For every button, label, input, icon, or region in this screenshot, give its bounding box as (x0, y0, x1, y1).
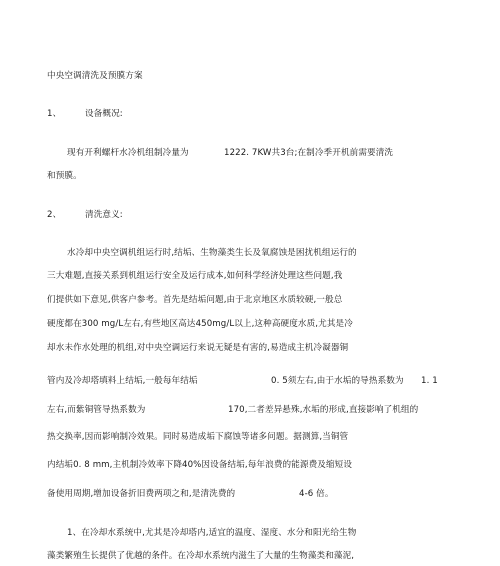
section-1-line-1b: 1222. 7KW共3台;在制冷季开机前需要清洗 (224, 148, 394, 158)
section-2-line-7a: 左右,而紫铜管导热系数为 (47, 405, 146, 415)
section-2-line-10a: 备使用周期,增加设备折旧费两项之和,是清洗费的 (47, 489, 236, 499)
paragraph-3-line-1: 1、在冷却水系统中,尤其是冷却塔内,适宜的温度、湿度、水分和阳光给生物 (67, 528, 357, 538)
section-2-heading: 清洗意义: (85, 210, 123, 220)
section-2-line-6a: 管内及冷却塔填料上结垢,一般每年结垢 (47, 376, 198, 386)
section-2-line-6c: 1. 1 (421, 376, 438, 386)
section-2-line-4: 硬度都在300 mg/L左右,有些地区高达450mg/L以上,这种高硬度水质,尤其是冷 (47, 319, 353, 329)
section-2-line-5: 却水未作水处理的机组,对中央空调运行来说无疑是有害的,易造成主机冷凝器铜 (47, 343, 349, 353)
paragraph-3-line-2: 藻类繁殖生长提供了优越的条件。在冷却水系统内滋生了大量的生物藻类和藻泥, (47, 551, 355, 561)
section-1-line-2: 和预膜。 (47, 171, 82, 181)
section-1-heading: 设备概况: (85, 109, 123, 119)
section-2-line-1: 水冷却中央空调机组运行时,结垢、生物藻类生长及氧腐蚀是困扰机组运行的 (67, 248, 357, 258)
section-2-line-7b: 170,二者差异悬殊,水垢的形成,直接影响了机组的 (228, 405, 419, 415)
section-1-number: 1、 (47, 109, 62, 119)
section-2-line-3: 们提供如下意见,供客户参考。首先是结垢问题,由于北京地区水质较硬,一般总 (47, 295, 343, 305)
document-title: 中央空调清洗及预膜方案 (47, 71, 143, 81)
section-2-line-8: 热交换率,因而影响制冷效果。同时易造成垢下腐蚀等诸多问题。据测算,当铜管 (47, 432, 349, 442)
section-2-line-6b: 0. 5须左右,由于水垢的导热系数为 (271, 376, 404, 386)
section-2-number: 2、 (47, 210, 62, 220)
section-1-line-1a: 现有开利螺杆水冷机组制冷量为 (67, 148, 189, 158)
section-2-line-10b: 4-6 倍。 (299, 489, 334, 499)
section-2-line-2: 三大难题,直接关系到机组运行安全及运行成本,如何科学经济处理这些问题,我 (47, 271, 343, 281)
section-2-line-9: 内结垢0. 8 mm,主机制冷效率下降40%因设备结垢,每年浪费的能源费及缩短设 (47, 460, 353, 470)
